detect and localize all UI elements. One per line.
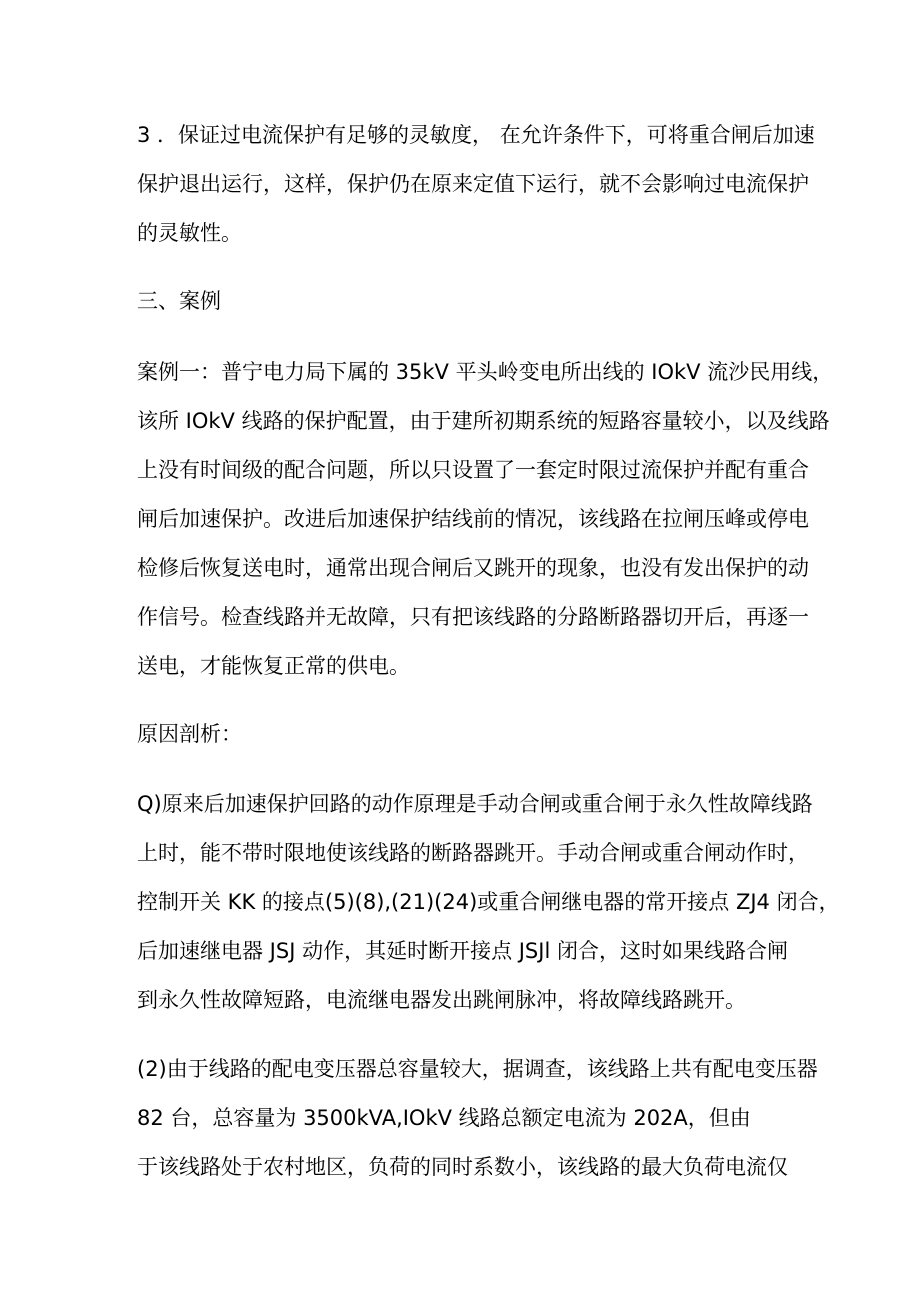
- case-one-line-5: 检修后恢复送电时，通常出现合闸后又跳开的现象，也没有发出保护的动: [137, 556, 809, 580]
- case-one-line-4: 闸后加速保护。改进后加速保护结线前的情况，该线路在拉闸压峰或停电: [137, 507, 809, 531]
- cause-1-line-5: 到永久性故障短路，电流继电器发出跳闸脉冲，将故障线路跳开。: [137, 988, 746, 1012]
- cause-heading: 原因剖析：: [137, 722, 242, 746]
- paragraph-3-line-1: 3 ．保证过电流保护有足够的灵敏度， 在允许条件下，可将重合闸后加速: [137, 123, 815, 147]
- cause-1-line-1: Q)原来后加速保护回路的动作原理是手动合闸或重合闸于永久性故障线路: [137, 792, 813, 816]
- case-one-line-6: 作信号。检查线路并无故障，只有把该线路的分路断路器切开后，再逐一: [137, 605, 809, 629]
- section-heading: 三、案例: [137, 289, 221, 313]
- cause-2-line-1: (2)由于线路的配电变压器总容量较大，据调查，该线路上共有配电变压器: [137, 1057, 818, 1081]
- case-one-line-2: 该所 IOkV 线路的保护配置，由于建所初期系统的短路容量较小，以及线路: [137, 409, 830, 433]
- case-one-line-3: 上没有时间级的配合问题，所以只设置了一套定时限过流保护并配有重合: [137, 458, 809, 482]
- case-one-line-7: 送电，才能恢复正常的供电。: [137, 654, 410, 678]
- cause-2-line-2: 82 台，总容量为 3500kVA,IOkV 线路总额定电流为 202A，但由: [137, 1106, 751, 1130]
- paragraph-3-line-3: 的灵敏性。: [137, 221, 242, 245]
- cause-1-line-2: 上时，能不带时限地使该线路的断路器跳开。手动合闸或重合闸动作时，: [137, 841, 809, 865]
- cause-2-line-3: 于该线路处于农村地区，负荷的同时系数小，该线路的最大负荷电流仅: [137, 1155, 788, 1179]
- cause-1-line-3: 控制开关 KK 的接点(5)(8),(21)(24)或重合闸继电器的常开接点 ZJ4 闭合，: [137, 890, 840, 914]
- paragraph-3-line-2: 保护退出运行，这样，保护仍在原来定值下运行，就不会影响过电流保护: [137, 172, 809, 196]
- cause-1-line-4: 后加速继电器 JSJ 动作，其延时断开接点 JSJl 闭合，这时如果线路合闸: [137, 939, 788, 963]
- case-one-line-1: 案例一：普宁电力局下属的 35kV 平头岭变电所出线的 IOkV 流沙民用线，: [137, 360, 834, 384]
